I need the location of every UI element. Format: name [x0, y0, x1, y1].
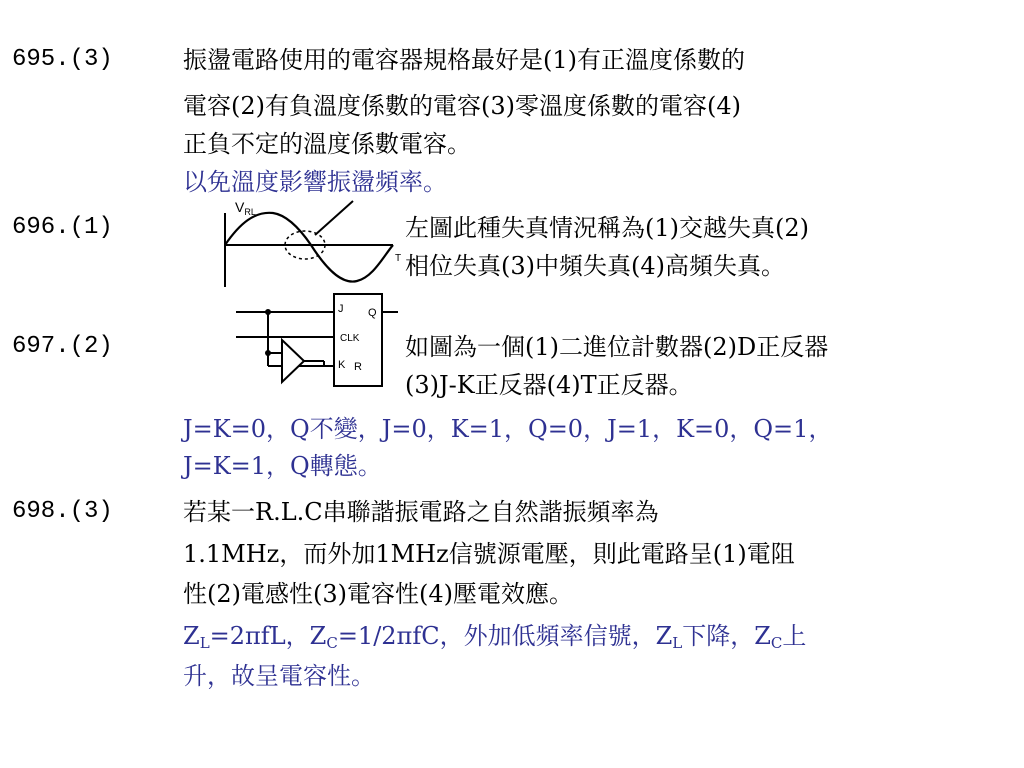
question-number-696: 696.(1) [12, 214, 113, 241]
answer-697-line-2: J=K=1，Q轉態。 [183, 452, 382, 480]
question-698-line-1: 若某一R.L.C串聯諧振電路之自然諧振頻率為 [183, 498, 659, 526]
question-696-line-2: 相位失真(3)中頻失真(4)高頻失真。 [405, 252, 785, 280]
question-698-line-2: 1.1MHz，而外加1MHz信號源電壓，則此電路呈(1)電阻 [183, 540, 795, 568]
r-label: R [354, 361, 362, 373]
answer-695: 以免溫度影響振盪頻率。 [183, 168, 447, 196]
j-label: J [338, 303, 344, 315]
question-695-line-1: 振盪電路使用的電容器規格最好是(1)有正溫度係數的 [183, 46, 745, 74]
question-number-695: 695.(3) [12, 46, 113, 73]
q-label: Q [368, 307, 377, 319]
question-698-line-3: 性(2)電感性(3)電容性(4)壓電效應。 [183, 580, 573, 608]
answer-697-line-1: J=K=0，Q不變，J=0，K=1，Q=0，J=1，K=0，Q=1， [183, 415, 833, 443]
question-number-697: 697.(2) [12, 333, 113, 360]
junction-dot-bottom [265, 350, 271, 356]
question-695-line-3: 正負不定的溫度係數電容。 [183, 130, 471, 158]
question-696-line-1: 左圖此種失真情況稱為(1)交越失真(2) [405, 214, 809, 242]
crossover-distortion-waveform-figure [205, 195, 405, 295]
question-697-line-2: (3)J-K正反器(4)T正反器。 [405, 371, 693, 399]
answer-698-line-2: 升，故呈電容性。 [183, 662, 375, 690]
question-695-line-2: 電容(2)有負溫度係數的電容(3)零溫度係數的電容(4) [183, 92, 741, 120]
buffer-gate-symbol [282, 340, 304, 382]
distorted-sine-wave [225, 213, 393, 282]
junction-dot-top [265, 309, 271, 315]
jk-flip-flop-figure [228, 290, 398, 394]
voltage-label: $V_{RL}$ [235, 199, 256, 217]
question-number-698: 698.(3) [12, 498, 113, 525]
answer-698-line-1: $Z_L=2\pi fL$，$Z_C=1/2\pi fC$，外加低頻率信號，$Z_L$下降，$Z_C$上 [183, 622, 807, 652]
k-label: K [338, 359, 346, 371]
clk-label: CLK [340, 333, 360, 344]
pointer-arrow [315, 201, 353, 235]
time-label: T [395, 253, 402, 264]
question-697-line-1: 如圖為一個(1)二進位計數器(2)D正反器 [405, 333, 829, 361]
